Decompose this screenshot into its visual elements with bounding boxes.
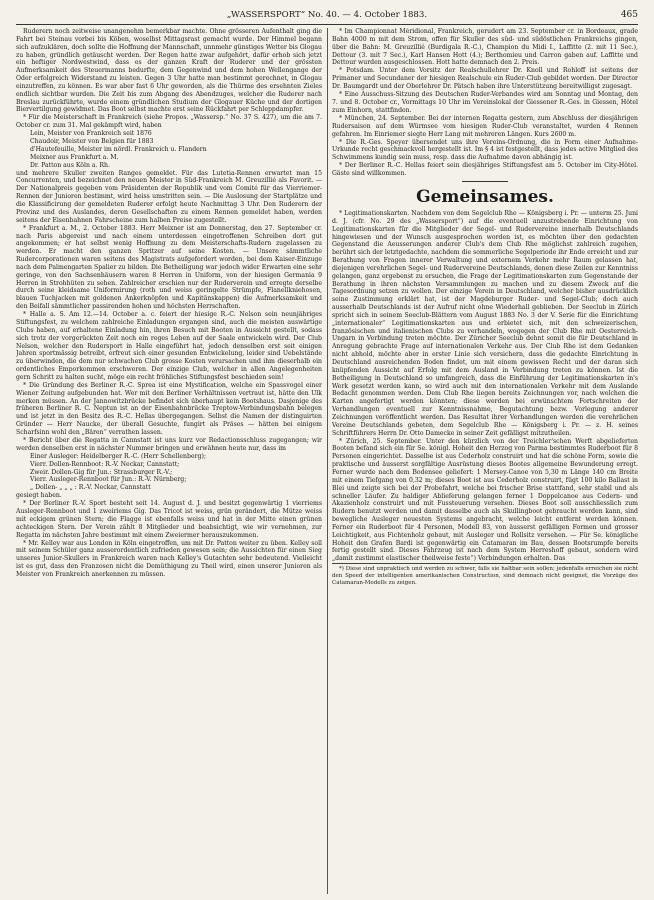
result-line: Zweir. Dollen-Gig für Jun.: Strassburger R.-V.;	[30, 468, 173, 476]
entry-line: Lein, Meister von Frankreich seit 1876	[30, 130, 152, 138]
article-paragraph: * Bericht über die Regatta in Cannstatt ist uns kurz vor Redactionsschluss zugegangen; wir werden denselben erst in nächster Nummer bringen und erwähnen heute nur, dass im	[16, 437, 322, 452]
article-paragraph: * Frankfurt a. M., 2. October 1883. Herr Meixner ist am Donnerstag, den 27. September cr. nach Paris abgereist und nach einem unterdessen eingetroffenen Schreiben dort gut angekommen; er hat selbst wenig Hoffnung zu dem Meisterschafts-Rudern zugelassen zu werden. Er macht den ganzen Spritzer auf seine Kosten. — Unsere sämmtliche Rudercorporationen waren seitens des Magistrats aufgefordert worden, bei dem Kaiser-Einzuge nach dem Palmengarten Spalier zu bilden. Die Betheiligung war jedoch wider Erwarten eine sehr geringe, von den Sachsenhäusern waren 8 Herren in Uniform, von der hiesigen Germania 9 Herren in Strohhüten zu sehen. Zahlreicher erschien nur der Ruderverein und erregte derselbe durch seine kleidsame Uniformirung (roth und weiss geringelte Strümpfe, Flanellkniehosen, blauen Tuchjacken mit goldenen Ankerknöpfen und Kapitänskappen) die Aufmerksamkeit und den Beifall sämmtlicher passirenden hohen und höchsten Herrschaften.	[16, 224, 322, 311]
article-paragraph: * Der Berliner R.-V. Sport besteht seit 14. August d. J. und besitzt gegenwärtig 1 vierriems Ausleger-Rennboot und 1 zweiriems Gig. Das Tricot ist weiss, grün gerändert, die Mütze weiss mit eckigem grünen Stern; die Flagge ist ebenfalls weiss und hat in der Mitte einen grünen achteckigen Stern. Der Verein zählt 8 Mitglieder und beabsichtigt, wie wir vernehmen, zur Regatta im nächsten Jahre bestimmt mit einem Zweiermer herauszukommen.	[16, 500, 322, 539]
entry-line: Meixner aus Frankfurt a. M.	[30, 153, 119, 161]
section-title: Gemeinsames.	[416, 186, 554, 207]
result-line: „ Dollen- „ „ „ : R.-V. Neckar, Cannstatt	[30, 484, 151, 492]
article-paragraph: Ruderern noch zeitweise unangenehm bemerkbar machte. Ohne grösseren Aufenthalt ging die Fahrt bei Steinau vorbei bis Köben, woselbst Mittagsrast gemacht wurde. Der Himmel begann sich aufzuklären, doch sollte die Hoffnung der Mannschaft, unnmehr günstiges Wetter bis Glogau zu haben, gründlich getäuscht werden. Der Regen hatte zwar aufgehört, dafür erhob sich jetzt ein heftiger Nordwestwind, dass es der ganzen Kraft der Ruderer und der grössten Aufmerksamkeit des Steuermanns bedurfte, dem Gegenwind und dem hohen Wellengange der Oder erfolgreich Widerstand zu leisten. Gegen 3 Uhr hatte man bestimmt gerechnet, in Glogau einzutreffen, zu können. Es war aber fast 6 Uhr geworden, als die Thürme des ersehnten Zieles endlich sichtbar wurden. Die Zeit bis zum Abgang des Abendzuges, welcher die Ruderer nach Breslau zurückführte, wurde einem gründlichen Studium der Glogauer Küche und der dortigen Biervertilgung gewidmet. Das Boot selbst machte erst seine Rückfahrt per Schleppdampfer.	[16, 28, 322, 114]
article-paragraph: * Die Gründung des Berliner R.-C. Sprea ist eine Mystification, welche ein Spassvogel einer Wiener Zeitung aufgebunden hat. Wer mit den Berliner Verhältnissen vertraut ist, hätte den Ulk merken müssen. An der Jannowitzbrücke befindet sich überhaupt kein Bootshaus. Dasjenige des früheren Berliner R. C. Neptun ist an der Eisenbahnbrücke Treptow-Verbindungsbahn belegen und ist jetzt in den Besitz des R.-C. Hellas übergegangen. Selbst die Namen der distinguirten Gründer — Herr Naucke, der überall Gesuchte, fungirt als Präses — hätten bei einigem Scharfsinn wohl den „Bären“ verrathen lassen.	[16, 381, 322, 436]
article-paragraph: * Eine Ausschuss-Sitzung des Deutschen Ruder-Verbandes wird am Sonntag und Montag, den 7. und 8. October cr., Vormittags 10 Uhr im Vereinslokal der Giessener R.-Ges. in Giessen, Hôtel zum Einhorn, stattfinden.	[332, 91, 638, 114]
page-number: 465	[620, 10, 638, 20]
article-paragraph: * München, 24. September. Bei der internen Regatta gestern, zum Abschluss der diesjährigen Rudersaison auf dem Würmsee vom hiesigen Ruder-Club veranstaltet, wurden 4 Rennen gefahren. Im Einriemer siegte Herr Lang mit mehreren Längen. Kurs 2600 m.	[332, 114, 638, 138]
running-title: „WASSERSPORT“ No. 40. — 4. October 1883.	[226, 10, 428, 20]
entry-line: d'Hautefeuille, Meister im nördl. Frankreich u. Flandern	[30, 146, 207, 154]
left-column	[16, 28, 322, 894]
section-rule	[462, 181, 508, 182]
two-column-body	[16, 28, 638, 894]
article-paragraph: gesiegt haben.	[16, 492, 62, 500]
article-paragraph: * Mr. Kelley war aus London in Köln eingetroffen, um mit Dr. Patton weiter zu üben. Kelley soll mit seinem Schüler ganz ausserordentlich zufrieden gewesen sein; die Aussichten für einen Sieg unseres Junior-Skullers in Frankreich waren nach Kelley's Gutachten sehr bedeutend. Vielleicht ist es gut, dass den Franzosen nicht die Demüthigung zu Theil wird, einen unserer Junioren als Meister von Frankreich anerkennen zu müssen.	[16, 539, 322, 578]
article-paragraph: * Legitimationskarten. Nachdem von dem Segelclub Rhe — Königsberg i. Pr. — unterm 25. Juni d. J. (cfr. No. 29 des „Wassersport“) auf die eventuell anzustrebende Einrichtung von Legitimationskarten für die Mitglieder der Segel- und Rudervereine innerhalb Deutschlands hingewiesen und der Wunsch ausgesprochen worden ist, es möchten über den gedachten Gegenstand die Aeusserungen anderer Club's dem Club Rhe möglichst zahlreich zugehen, berührt sich der letztgedachte, nachdem die sommerliche Segelperiode ihr Ende erreicht und zur Berathung von Fragen innerer Verwaltung und externem Verkehr mehr Raum gelassen hat, diejenigen verehrlichen Segel- und Rudervereine Deutschlands, denen diese Zeilen zur Kenntniss gelangen, ganz ergebenst zu ersuchen, die Frage der Legitimationskarten zum Gegenstande der Berathung in ihren nächsten Versammlungen zu machen und zu diesem Zweck auf die Tagesordnung setzen zu wollen. Der einzige Verein in Deutschland, welcher bisher ausdrücklich seine Zustimmung erklärt hat, ist der Magdeburger Ruder- und Segel-Club; doch auch ausserhalb Deutschlands ist der Aufruf nicht ohne Wiederhall geblieben. Der Seeclub in Zürich spricht sich in seinem Seeclub-Blättern vom August 1883 No. 3 der V. Serie für die Einrichtung „internationaler“ Legitimationskarten aus und erbietet sich, mit den schweizerischen, französischen und italienischen Clubs zu verhandeln, wogegen der Club Rhe mit Oesterreich-Ungarn in Verbindung treten möchte. Der Züricher Seeclub dehnt somit die für Deutschland in Anregung gebrachte Frage auf internationalen Verkehr aus. Der Club Rhe ist dem Gedanken nicht abhold, möchte aber in erster Linie sich versichern, dass die gedachte Einrichtung in Deutschland ausreichenden Boden findet, um mit einem gewissen Recht und der daran sich knüpfenden Aussicht auf Erfolg mit dem Ausland in Verbindung treten zu können. Ist die Betheiligung in Deutschland so umfangreich, dass die Einführung der Legitimationskarten in's Werk gesetzt werden kann, so wird auch mit den internationalen Verkehr mit dem Auslande Bedacht genommen werden. Dem Club Rhe liegen bereits Zeichnungen vor, nach welchen die Karten angefertigt werden könnten; diese werden bei erwünschtem Fortschreiten der Verhandlungen eventuell zur Kenntnissnahme, Begutachtung bezw. Vorlegung anderer Zeichnungen veröffentlicht werden. Das Resultat ihrer Verhandlungen werden die verehrlichen Vereine Deutschlands gebeten, dem Segelclub Rhe — Königsberg i. Pr. — z. H. seines Schriftführers Herrn Dr. Otto Damecke in seiner Zeit gefälligst mitzutheilen.	[332, 209, 638, 437]
article-paragraph: und mehrere Skuller zweiten Ranges gemeldet. Für das Lutetia-Rennen erwartet man 15 Concurrenten, und bezeichnet den neuen Meister in Süd-Frankreich M. Greuzillié als Favorit. — Der Nationalpreis gegeben vom Präsidenten der Republik und vom Comité für das Vierriemer-Rennen der Junioren bestimmt, wird heiss umstritten sein. — Die Auslosung der Startplätze und die Klassificirung der gemeldeten Ruderer erfolgt heute Nachmittag 3 Uhr. Den Ruderern der Provinz und des Auslandes, deren Gesellschaften zu einem Rennen gemeldet haben, werden seitens der Eisenbahnen Fahrscheine zum halben Preise zugestellt.	[16, 169, 322, 224]
right-column	[332, 28, 638, 894]
footnote: *) Diese sind unpraktisch und werden zu schwer, falls sie haltbar sein sollen; jedenfalls erreichen sie nicht den Speed der intelligenten amerikanischen Construction, sind demnach nicht geeignet, die Vorzüge des Catamaran-Modells zu zeigen.	[332, 563, 638, 586]
article-paragraph: * Der Berliner R.-C. Hellas feiert sein diesjähriges Stiftungsfest am 5. October im City-Hôtel. Gäste sind willkommen.	[332, 162, 638, 178]
article-paragraph: * Die R.-Ges. Speyer übersendet uns ihre Vereins-Ordnung, die in Form einer Aufnahme-Urkunde recht geschmackvoll hergestellt ist. Im § 4 ist festgestellt, dass jedes active Mitglied des Schwimmens kundig sein muss, resp. dass die Aufnahme davon abhängig ist.	[332, 138, 638, 162]
article-paragraph: * Im Championnat Méridional, Frankreich, gerudert am 23. September cr. in Bordeaux, grade Bahn 4000 m mit dem Strom, offen für Skuller des süd- und südöstlichen Frankreichs gingen, über die Bahn: M. Greuzillié (Burdigala R.-C.), Champion du Midi I., Laffitte (2. mit 11 Sec.), Dettour (3. mit 7 Sec.), Karl Hansen Hott (4.); Berthomieu und Carron gaben auf. Laffitte und Dettour wurden ausgeschlossen. Hott hatte demnach den 2. Preis.	[332, 28, 638, 67]
article-paragraph: * Halle a. S. Am 12.—14. October a. c. feiert der hiesige R.-C. Nelson sein neunjähriges Stiftungsfest, zu welchem zahlreiche Einladungen ergangen sind, auch die meisten auswärtige Clubs haben, auf erhaltene Einladung hin, ihren Besuch mit Booten in Aussicht gestellt, sodass sich trotz der vorgerückten Zeit noch ein reges Leben auf der Saale entwickeln wird. Der Club Nelson, welcher den Rudersport in Halle eingeführt hat, jedoch denselben erst seit einigen Jahren sportmässig betreibt, erfreut sich einer gesunden Entwickelung, leider sind Uebelstände zu überwinden, die dem nur schwachen Club grosse Kosten verursachen und ihm dieserhalb ein ordentliches Emporkommen erschweren. Der einzige Club, welcher in allen Angelegenheiten gern Schritt zu halten sucht, möge ein recht fröhliches Stiftungsfest beschieden sein!	[16, 311, 322, 381]
article-paragraph: * Für die Meisterschaft in Frankreich (siehe Propos. „Wassersp.“ No. 37 S. 427), um die am 7. October cr. zum 31. Mal gekämpft wird, haben	[16, 114, 322, 130]
result-line: Einer Ausleger: Heidelberger R.-C. (Herr Schellenberg);	[30, 452, 206, 460]
result-line: Vierr. Ausleger-Rennboot für Jun.: R.-V. Nürnberg;	[30, 476, 187, 484]
article-paragraph: * Zürich, 25. September. Unter den kürzlich von der Treichler'schen Werft abgelieferten Booten befand sich ein für Se. königl. Hoheit den Herzog von Parma bestimmtes Ruderboot für 8 Personen eingerichtet. Dasselbe ist aus Cederholz construirt und hat die schöne Form, sowie die praktische und äusserst sorgfältige Ausrüstung dieses Bootes allgemeine Bewunderung erregt. Ferner wurde nach dem Bodensee geliefert: 1 Mersey-Canoe von 5,30 m Länge 140 cm Breite mit einem Tiefgang von 0,32 m; dieses Boot ist aus Cederholz construirt, fügt 100 kilo Ballast in Blei und zeigte sich bei der Probefahrt, welche bei frischer Brise stattfand, sehr stabil und als schneller Läufer. Zu baldiger Ablieferung gelangen ferner 1 Doppelcanoe aus Cedern- und Akazienholz construirt und mit Fussteuerung versehen. Dieses Boot soll ausschliesslich zum Rudern benutzt werden und damit dasselbe auch als Skullingboot gebraucht werden kann, sind bewegliche Ausleger neuesten Systems angebracht, welche leicht entfernt werden können. Ferner ein Ruderboot für 4 Personen, Modell 83, von äusserst gefälligen Formen und grosser Leichtigkeit, aus Fichtenholz gebaut, mit Ausleger und Rollsitz versehen. — Für Se. königliche Hoheit den Grafen Bardi ist gegenwärtig ein Catamaran im Bau, dessen Bootsrumpfe bereits fertig gestellt sind. Dieses Fahrzeug ist nach dem System Herreshoff gebaut, sondern wird „damit zustimmt elastischer theilweise feste“) Verbindungen erhalten. Das	[332, 437, 638, 563]
running-header	[16, 10, 638, 25]
entry-line: Chaudoir, Meister von Belgien für 1883	[30, 138, 154, 146]
column-divider	[327, 28, 328, 894]
article-paragraph: * Potsdam. Unter dem Vorsitz der Realschullehrer Dr. Knoll und Rohloff ist seitens der Primaner und Secundaner der hiesigen Realschule ein Ruder-Club gebildet worden. Der Director Dr. Baumgardt und der Oberlehrer Dr. Pätsch haben ihre Unterstützung bereitwilligst zugesagt.	[332, 67, 638, 91]
result-line: Vierr. Dollen-Rennboot: R.-V. Neckar, Cannstatt;	[30, 460, 180, 468]
entry-line: Dr. Patton aus Köln a. Rh.	[30, 161, 110, 169]
